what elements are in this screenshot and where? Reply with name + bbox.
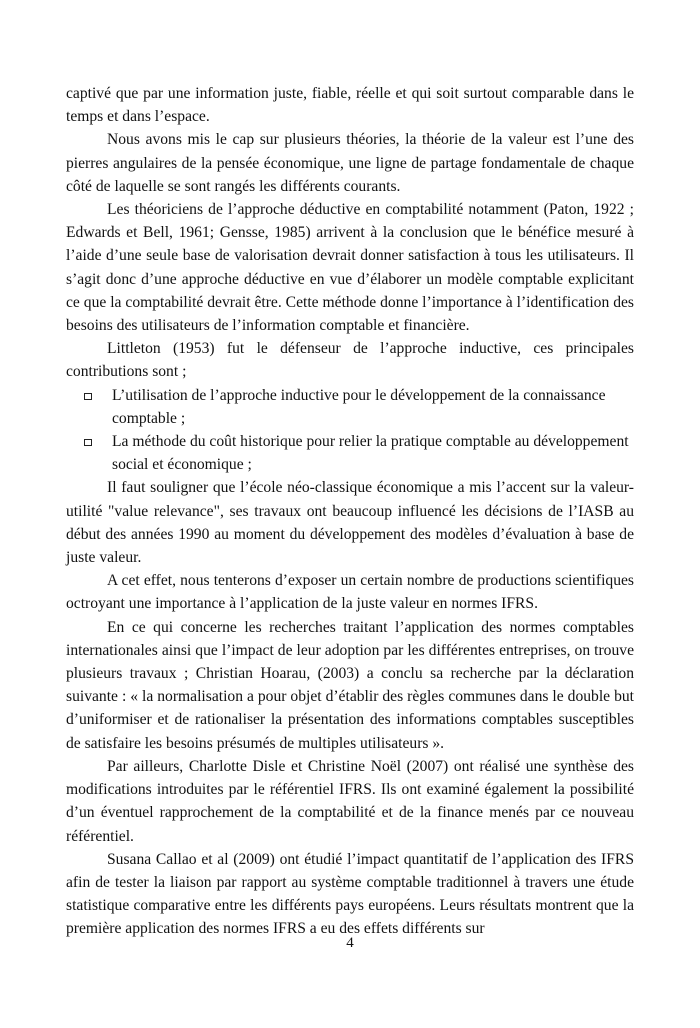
- list-item: [66, 430, 634, 476]
- page-number: 4: [346, 935, 354, 951]
- paragraph-inductive-approach: Littleton (1953) fut le défenseur de l’approche inductive, ces principales contributions sont ;: [66, 340, 634, 381]
- list-item-text: La méthode du coût historique pour relier la pratique comptable au développement social et économique ;: [112, 433, 629, 474]
- list-item-text: L’utilisation de l’approche inductive pour le développement de la connaissance comptable ;: [112, 386, 606, 427]
- contributions-list: [66, 384, 634, 477]
- square-bullet-icon: [84, 393, 92, 400]
- paragraph-callao-study: Susana Callao et al (2009) ont étudié l’impact quantitatif de l’application des IFRS afin de tester la liaison par rapport au système comptable traditionnel à travers une étude statistique comparative entre les différents pays européens. Leurs résultats montrent que la première application des normes IFRS a eu des effets différents sur: [66, 850, 634, 938]
- paragraph-theory-of-value: Nous avons mis le cap sur plusieurs théories, la théorie de la valeur est l’une des pierres angulaires de la pensée économique, une ligne de partage fondamentale de chaque côté de laquelle se sont rangés les différents courants.: [66, 131, 634, 195]
- list-item: [66, 384, 634, 430]
- paragraph-neoclassical-school: Il faut souligner que l’école néo-classique économique a mis l’accent sur la valeur-utilité "value relevance", ses travaux ont beaucoup influencé les décisions de l’IASB au début des années 1990 au moment du développement des modèles d’évaluation à base de juste valeur.: [66, 479, 634, 567]
- paragraph-continuation: captivé que par une information juste, fiable, réelle et qui soit surtout comparable dans le temps et dans l’espace.: [66, 85, 634, 126]
- paragraph-fair-value-productions: A cet effet, nous tenterons d’exposer un certain nombre de productions scientifiques octroyant une importance à l’application de la juste valeur en normes IFRS.: [66, 572, 634, 613]
- paragraph-hoarau-research: En ce qui concerne les recherches traitant l’application des normes comptables internationales ainsi que l’impact de leur adoption par les différentes entreprises, on trouve plusieurs travaux ; Christian Hoarau, (2003) a conclu sa recherche par la déclaration suivante : « la normalisation a pour objet d’établir des règles communes dans le double but d’uniformiser et de rationaliser la présentation des informations comptables susceptibles de satisfaire les besoins présumés de multiples utilisateurs ».: [66, 618, 634, 752]
- paragraph-disle-noel-synthesis: Par ailleurs, Charlotte Disle et Christine Noël (2007) ont réalisé une synthèse des modifications introduites par le référentiel IFRS. Ils ont examiné également la possibilité d’un éventuel rapprochement de la comptabilité et de la finance menés par ce nouveau référentiel.: [66, 757, 634, 845]
- paragraph-deductive-approach: Les théoriciens de l’approche déductive en comptabilité notamment (Paton, 1922 ; Edwards et Bell, 1961; Gensse, 1985) arrivent à la conclusion que le bénéfice mesuré à l’aide d’une seule base de valorisation devrait donner satisfaction à tous les utilisateurs. Il s’agit donc d’une approche déductive en vue d’élaborer un modèle comptable explicitant ce que la comptabilité devrait être. Cette méthode donne l’importance à l’identification des besoins des utilisateurs de l’information comptable et financière.: [66, 201, 634, 335]
- document-body: [66, 82, 634, 941]
- square-bullet-icon: [84, 439, 92, 446]
